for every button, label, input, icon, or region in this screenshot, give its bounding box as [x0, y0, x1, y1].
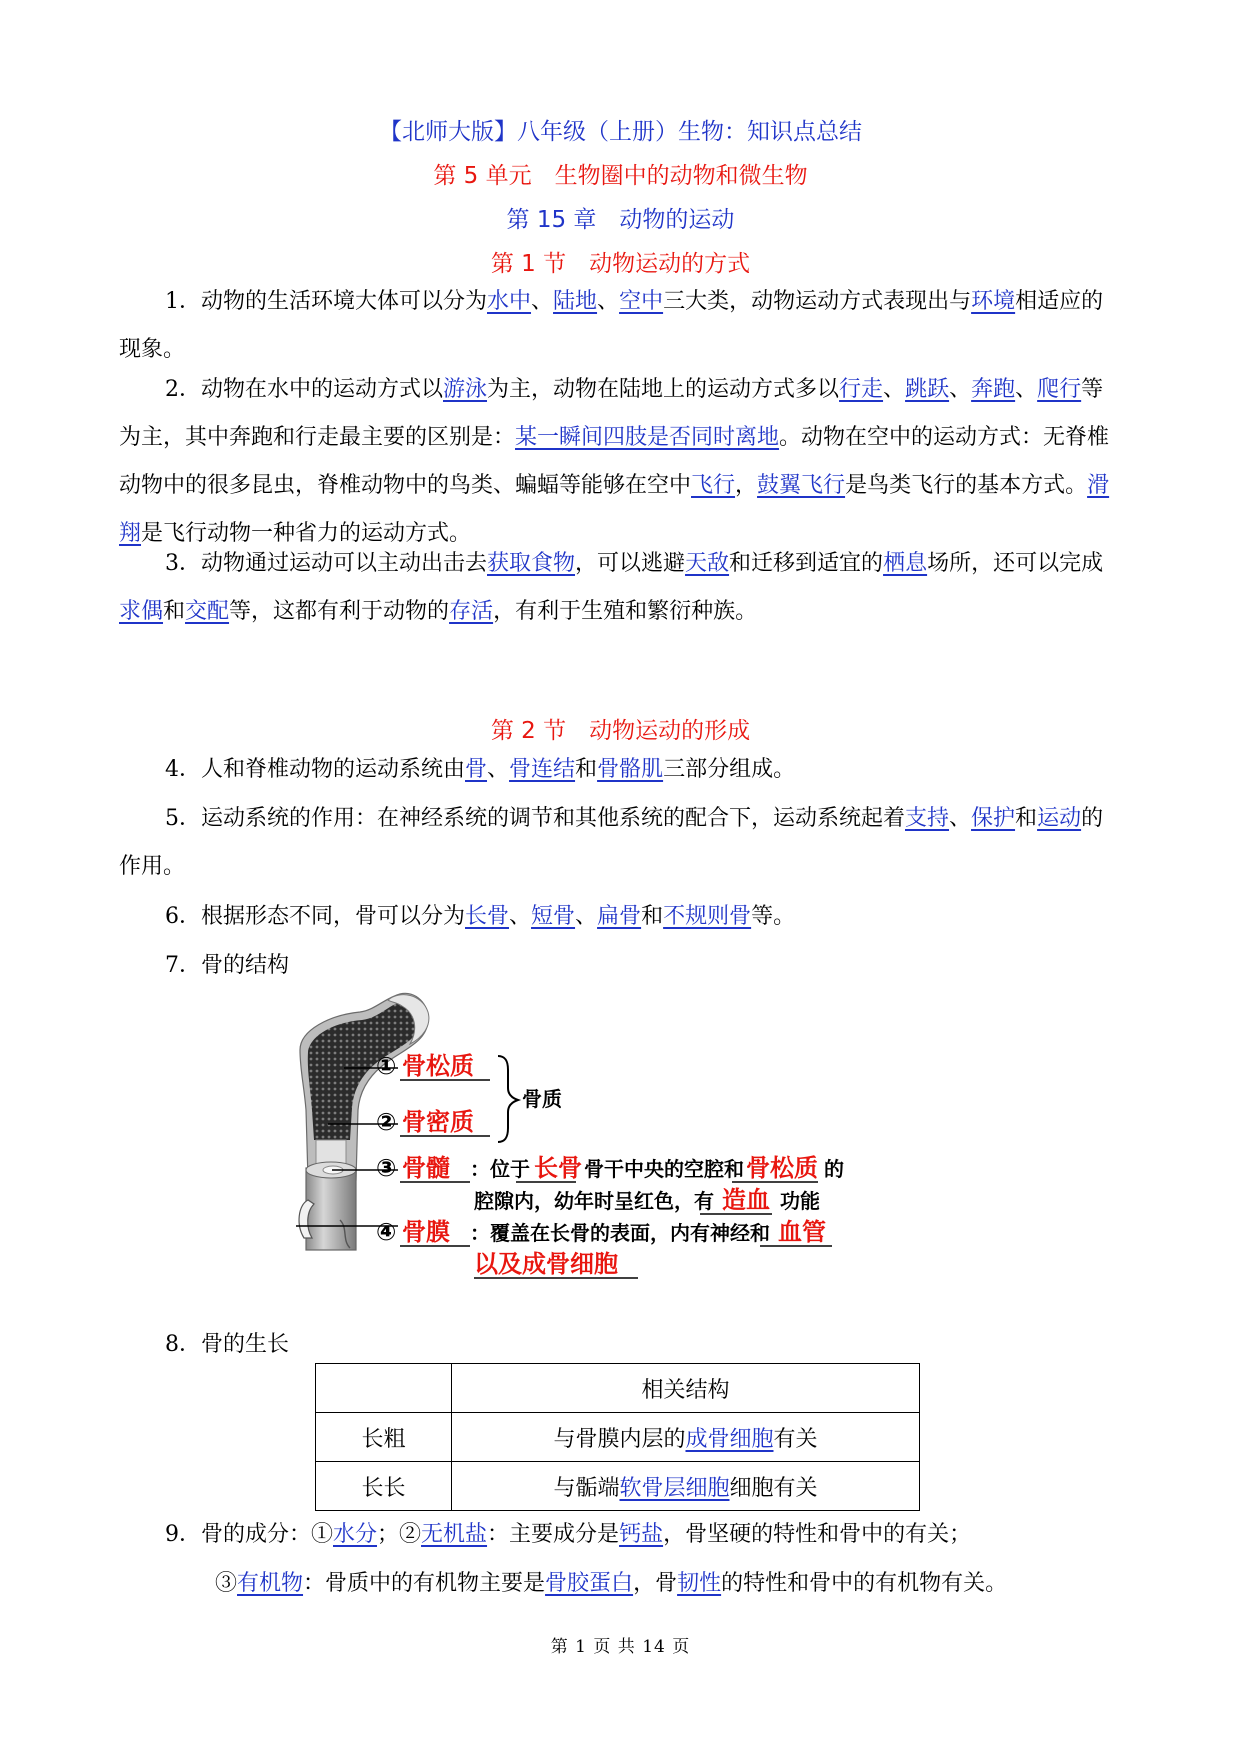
fig-label-spongy-bone: 骨松质: [402, 1052, 474, 1080]
fig-desc-marrow-1: ：位于 长骨 骨干中央的空腔和骨松质 的: [470, 1154, 844, 1182]
bone-growth-table: [315, 1363, 920, 1511]
unit-heading: 第 5 单元 生物圈中的动物和微生物: [433, 163, 808, 189]
bone-structure-figure: [290, 990, 970, 1310]
fig-label-compact-bone: 骨密质: [402, 1108, 474, 1136]
fig-label-marrow: 骨髓: [402, 1154, 450, 1182]
section-heading-2: 第 2 节 动物运动的形成: [490, 718, 751, 744]
page-footer: 第 1 页 共 14 页: [550, 1637, 691, 1657]
paragraph-8: 8．骨的生长: [165, 1332, 289, 1357]
table-cell-structure: 与骺端软骨层细胞细胞有关: [452, 1462, 920, 1511]
fig-number-1: ①: [376, 1052, 397, 1080]
paragraph-3: 3．动物通过运动可以主动出击去获取食物，可以逃避天敌和迁移到适宜的栖息场所，还可以完成求偶和交配等，这都有利于动物的存活，有利于生殖和繁衍种族。: [119, 551, 1104, 624]
fig-desc-periosteum-1: ：覆盖在长骨的表面，内有神经和 血管: [470, 1218, 826, 1246]
paragraph-2: 2．动物在水中的运动方式以游泳为主，动物在陆地上的运动方式多以行走、跳跃、奔跑、爬行等为主，其中奔跑和行走最主要的区别是：某一瞬间四肢是否同时离地。动物在空中的运动方式：无脊椎动物中的很多昆虫，脊椎动物中的鸟类、蝙蝠等能够在空中飞行，鼓翼飞行是鸟类飞行的基本方式。滑翔是飞行动物一种省力的运动方式。: [119, 377, 1110, 546]
paragraph-4: 4．人和脊椎动物的运动系统由骨、骨连结和骨骼肌三部分组成。: [165, 757, 796, 782]
chapter-heading: 第 15 章 动物的运动: [506, 207, 735, 233]
fig-label-periosteum: 骨膜: [402, 1218, 450, 1246]
fig-label-bone-matrix: 骨质: [522, 1087, 562, 1111]
table-cell-label: 长长: [316, 1462, 452, 1511]
fig-desc-periosteum-2: 以及成骨细胞: [474, 1250, 618, 1278]
fig-number-4: ④: [376, 1218, 397, 1246]
paragraph-9-line-2: ③有机物：骨质中的有机物主要是骨胶蛋白，骨韧性的特性和骨中的有机物有关。: [215, 1571, 1008, 1596]
bone-matrix-brace: [498, 1056, 518, 1142]
paragraph-1: 1．动物的生活环境大体可以分为水中、陆地、空中三大类，动物运动方式表现出与环境相适应的现象。: [119, 289, 1104, 362]
table-header-row: [316, 1364, 920, 1413]
fig-number-2: ②: [376, 1108, 397, 1136]
table-header-cell: 相关结构: [452, 1364, 920, 1413]
bone-shaft-section: [306, 1168, 356, 1250]
paragraph-6: 6．根据形态不同，骨可以分为长骨、短骨、扁骨和不规则骨等。: [165, 904, 796, 929]
fig-number-3: ③: [376, 1154, 397, 1182]
paragraph-9-line-1: 9．骨的成分：①水分；②无机盐：主要成分是钙盐，骨坚硬的特性和骨中的有关；: [165, 1522, 972, 1547]
section-heading-1: 第 1 节 动物运动的方式: [490, 251, 751, 277]
table-cell-label: 长粗: [316, 1413, 452, 1462]
fig-desc-marrow-2: 腔隙内，幼年时呈红色，有 造血 功能: [474, 1186, 820, 1214]
table-row: [316, 1413, 920, 1462]
table-header-cell: [316, 1364, 452, 1413]
table-cell-structure: 与骨膜内层的成骨细胞有关: [452, 1413, 920, 1462]
paragraph-7: 7．骨的结构: [165, 953, 289, 978]
document-title: 【北师大版】八年级（上册）生物：知识点总结: [379, 119, 862, 145]
table-row: [316, 1462, 920, 1511]
paragraph-5: 5．运动系统的作用：在神经系统的调节和其他系统的配合下，运动系统起着支持、保护和运动的作用。: [119, 806, 1104, 879]
